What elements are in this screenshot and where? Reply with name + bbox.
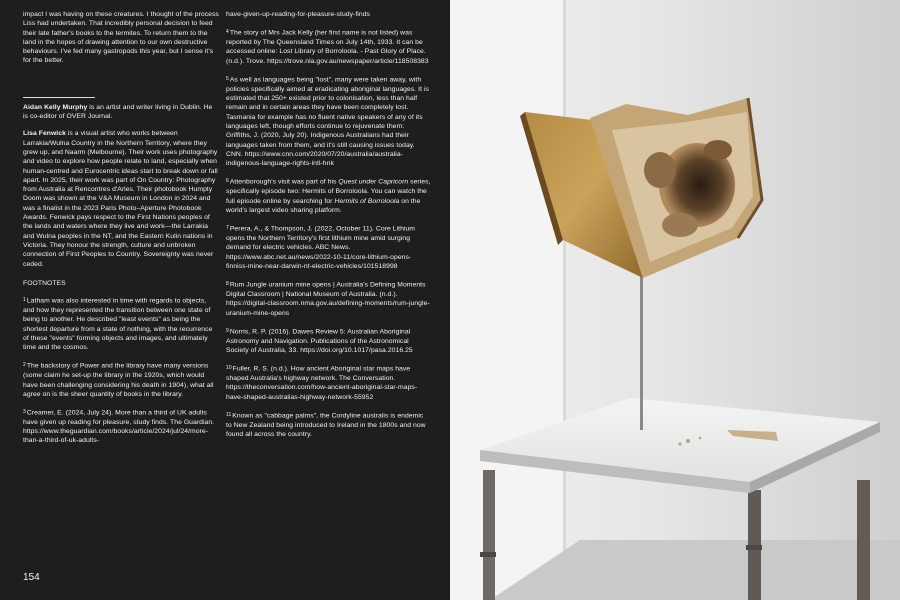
footnote-5 bbox=[226, 75, 431, 168]
footnote-text: on the world's largest video sharing platform. bbox=[226, 197, 421, 214]
footnote-title: Quest under Capricorn bbox=[338, 178, 409, 186]
footnote-text: Known as "cabbage palms", the Cordyline australis is endemic to New Zealand being introduced to Ireland in the 1800s and now found all across the country. bbox=[226, 412, 426, 438]
plinth-leg bbox=[857, 480, 870, 600]
display-rod bbox=[640, 275, 643, 430]
footnote-7 bbox=[226, 224, 431, 271]
intro-paragraph: impact I was having on these creatures. I thought of the process Liss had undertaken. That incredibly personal decision to feed their late father's books to the termites. To return them to the land in the hopes of drawing attention to our own destructive behaviours. I've fed many gastropods this year, but I sense it's for the better. bbox=[23, 11, 219, 65]
footnote-6 bbox=[226, 177, 431, 215]
footnote-text: Attenborough's visit was part of his bbox=[229, 178, 339, 186]
footnote-number: 3 bbox=[23, 409, 26, 416]
termite-damage bbox=[662, 213, 698, 237]
termite-damage bbox=[644, 152, 676, 188]
footnote-9 bbox=[226, 327, 431, 355]
footnote-text: Perera, A., & Thompson, J. (2022, October 11). Core Lithium opens the Northern Territory's first lithium mine amid surging demand for electric vehicles. ABC News. https://www.abc.net.au/news/2022-10-11/core-lithium-opens-finniss-mine-near-darwin-nt-electric-vehicles/101518998 bbox=[226, 225, 416, 270]
footnote-number: 4 bbox=[226, 29, 229, 36]
bio-name: Aidan Kelly Murphy bbox=[23, 103, 88, 111]
plinth-leg bbox=[483, 470, 495, 600]
footnote-3 bbox=[23, 408, 219, 446]
debris bbox=[679, 443, 682, 446]
footnote-number: 2 bbox=[23, 362, 26, 369]
footnote-number: 6 bbox=[226, 178, 229, 185]
wall-edge bbox=[450, 0, 565, 600]
footnote-text: Creamer, E. (2024, July 24). More than a third of UK adults have given up reading for pleasure, study finds. The Guardian. https://www.theguardian.com/books/article/2024/jul/24/more-than-a-third-of-uk-adults- bbox=[23, 409, 215, 445]
footnote-11 bbox=[226, 411, 431, 439]
footnote-number: 7 bbox=[226, 225, 229, 232]
debris bbox=[699, 437, 702, 440]
photograph-book-sculpture bbox=[450, 0, 900, 600]
plinth-crossbar bbox=[480, 552, 496, 557]
footnote-2 bbox=[23, 361, 219, 399]
bio-text: is an artist and writer living in Dublin. He is co-editor of OVER Journal. bbox=[23, 103, 213, 121]
bio-lisa bbox=[23, 129, 219, 268]
footnote-title: Hermits of Borroloola bbox=[334, 197, 400, 205]
footnote-number: 10 bbox=[226, 365, 232, 372]
footnote-number: 8 bbox=[226, 281, 229, 288]
page-number: 154 bbox=[23, 572, 40, 583]
footnote-text: series, specifically episode two: Hermits of Borroloola. You can watch the full episode online by searching for bbox=[226, 178, 431, 205]
footnotes-heading: FOOTNOTES bbox=[23, 279, 66, 287]
section-divider bbox=[23, 97, 95, 98]
footnote-8 bbox=[226, 280, 431, 318]
footnote-number: 5 bbox=[226, 75, 229, 82]
footnote-number: 11 bbox=[226, 411, 232, 418]
bio-text: is a visual artist who works between Larrakia/Wulna Country in the Northern Territory, where they grew up, and Naarm (Melbourne). Their work uses photography and video to explore how people relate to land, especially when human-centred and Eurocentric ideas start to break down or fall apart. In 2025, their work was part of On Country: Photography from Australia at Rencontres d'Arles. Their photobook Humpty Doom was shown at the V&A Museum in London in 2024 and was a finalist in the 2023 Paris Photo–Aperture Photobook Awards. Fenwick pays respect to the First Nations peoples of the lands and waters where they live and work—the Larrakia and Wulna peoples in the NT, and the Eastern Kulin nations in Victoria. They honour the strength, culture and unbroken connection of First Peoples to Country. Sovereignty was never ceded. bbox=[23, 130, 218, 268]
footnote-1 bbox=[23, 296, 219, 352]
text-column-left bbox=[23, 10, 219, 455]
footnote-text: Latham was also interested in time with regards to objects, and how they represented the transition between one state of being to another. He described "least events" as being the shortest departure from a state of nothing, with the recurrence of these "events" forming objects and images, and ultimately time and the cosmos. bbox=[23, 297, 213, 352]
photo-illustration bbox=[450, 0, 900, 600]
footnote-text: The backstory of Power and the library have many versions (some claim he set-up the library in the 1920s, which would have been challenging considering his death in 1904), what all agree on is the sheer quantity of books in the library. bbox=[23, 362, 214, 398]
wall-corner-line bbox=[563, 0, 566, 600]
footnote-text: Norris, R. P. (2016). Dawes Review 5: Australian Aboriginal Astronomy and Navigation. Publications of the Astronomical Society of Australia, 33. https://doi.org/10.1017/pasa.2016.25 bbox=[226, 328, 413, 354]
bio-name: Lisa Fenwick bbox=[23, 130, 66, 138]
footnote-10 bbox=[226, 364, 431, 402]
footnote-text: The story of Mrs Jack Kelly (her first name is not listed) was reported by The Queensland Times on July 14th, 1933. It can be accessed online: Lost Library of Borroloola. - Past Glory of Place. (n.d.). Trove. https://trove.nla.gov.au/newspaper/article/118508383 bbox=[226, 29, 429, 65]
termite-damage bbox=[704, 140, 732, 160]
footnote-number: 9 bbox=[226, 327, 229, 334]
footnote-text: Fuller, R. S. (n.d.). How ancient Aboriginal star maps have shaped Australia's highway network. The Conversation. https://theconversation.com/how-ancient-aboriginal-star-maps-have-shaped-australias-highway-network-55952 bbox=[226, 365, 418, 401]
bio-aidan bbox=[23, 103, 219, 122]
plinth-crossbar bbox=[746, 545, 762, 550]
footnote-text: Rum Jungle uranium mine opens | Australia's Defining Moments Digital Classroom | National Museum of Australia. (n.d.). https://digital-classroom.nma.gov.au/defining-moments/rum-jungle-uranium-mine-opens bbox=[226, 281, 430, 317]
footnote-text: As well as languages being "lost", many were taken away, with policies specifically aimed at eradicating aboriginal languages. It is estimated that 250+ existed prior to colonisation, less than half remain and in certain areas they have been completely lost. Tasmania for example has no fluent native speakers of any of its languages left, though efforts continue to rejuvenate them: Griffiths, J. (2020, July 20). Indigenous Australians had their languages taken from them, and it's still causing issues today. CNN. https://www.cnn.com/2020/07/20/australia/australia-indigenous-language-rights-intl-hnk bbox=[226, 76, 429, 168]
debris bbox=[686, 439, 690, 443]
footnote-number: 1 bbox=[23, 297, 26, 304]
footnote-4 bbox=[226, 28, 431, 66]
text-column-right bbox=[226, 10, 431, 448]
footnote-3-continued: have-given-up-reading-for-pleasure-study-finds bbox=[226, 11, 370, 18]
